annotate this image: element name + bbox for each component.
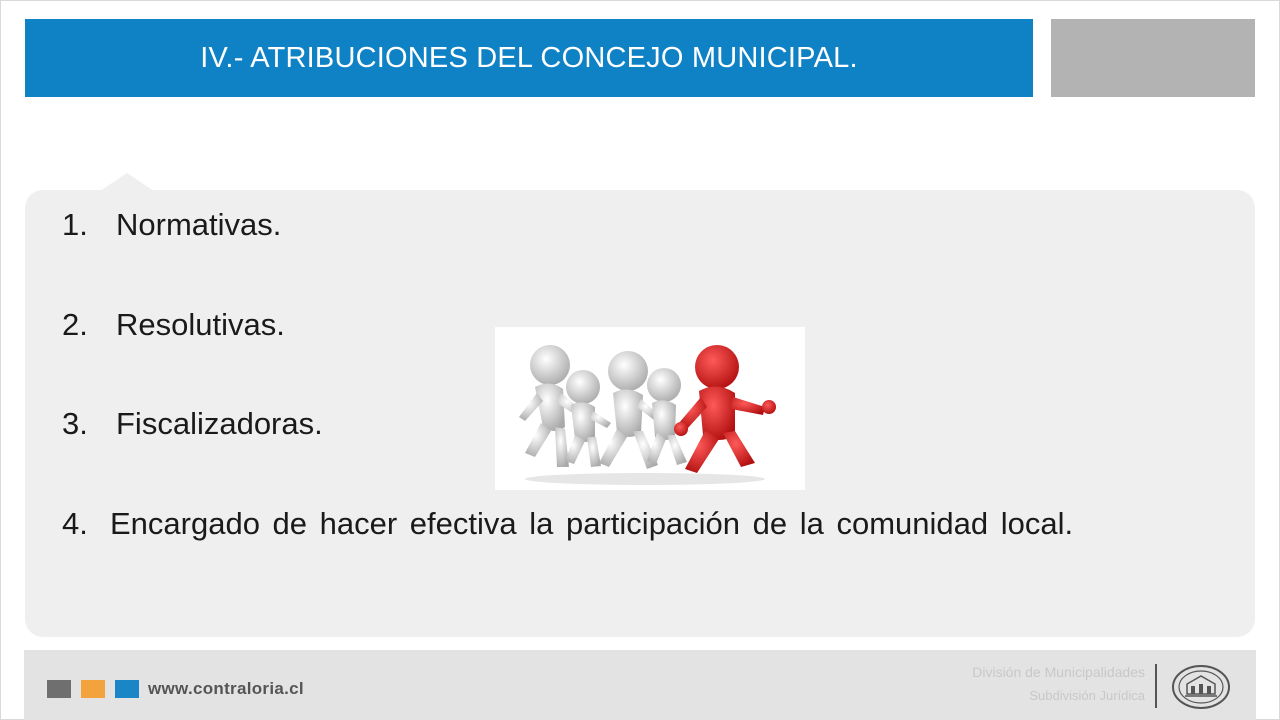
list-text: Normativas.: [116, 207, 282, 242]
footer-division: División de Municipalidades: [972, 664, 1145, 680]
list-text: Fiscalizadoras.: [116, 406, 323, 441]
list-item-normativas: [62, 207, 281, 243]
list-item-resolutivas: [62, 307, 285, 343]
footer-orange-square: [81, 680, 105, 698]
list-number: 4.: [62, 506, 88, 541]
panel-notch: [100, 173, 154, 191]
footer-divider: [1155, 664, 1157, 708]
list-text: Resolutivas.: [116, 307, 285, 342]
contraloria-seal-icon: [1171, 664, 1231, 710]
list-text: Encargado de hacer efectiva la participación de la comunidad local.: [110, 506, 1074, 541]
list-number: 1.: [62, 207, 88, 242]
running-figures-leader-icon: [495, 327, 805, 490]
list-number: 2.: [62, 307, 88, 342]
footer-gray-square: [47, 680, 71, 698]
list-item-participacion: [62, 506, 1073, 542]
footer-bar: [24, 650, 1256, 720]
footer-subdivision: Subdivisión Jurídica: [1029, 688, 1145, 703]
slide-title: IV.- ATRIBUCIONES DEL CONCEJO MUNICIPAL.: [200, 41, 858, 74]
footer-blue-square: [115, 680, 139, 698]
list-number: 3.: [62, 406, 88, 441]
title-bar: [25, 19, 1033, 97]
header-gray-box: [1051, 19, 1255, 97]
list-item-fiscalizadoras: [62, 406, 323, 442]
footer-website-link[interactable]: www.contraloria.cl: [148, 679, 304, 698]
